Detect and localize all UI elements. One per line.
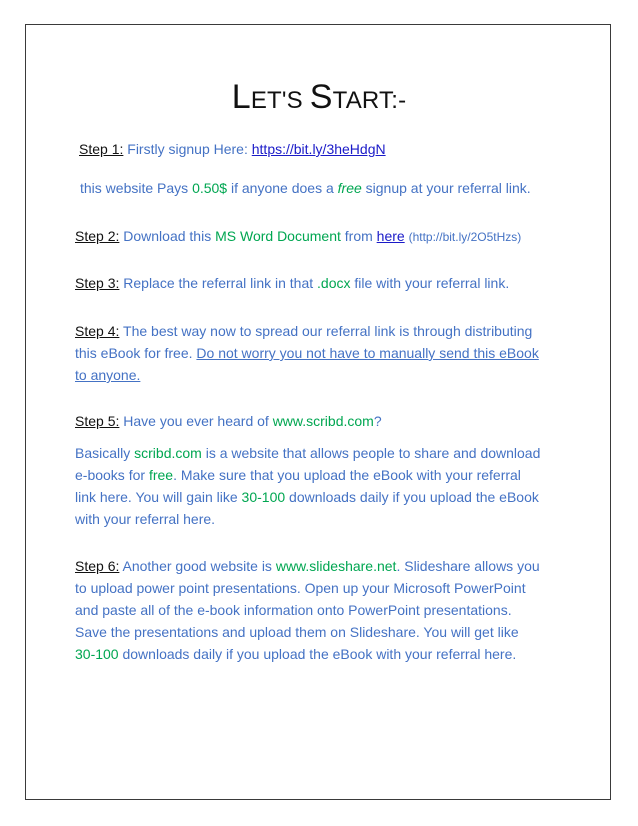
step2-doc: MS Word Document bbox=[215, 228, 341, 244]
step1-referral-link[interactable]: https://bit.ly/3heHdgN bbox=[251, 141, 386, 157]
step4-text-2a: this eBook for free. bbox=[75, 345, 197, 361]
step1-text: Firstly signup Here: bbox=[127, 141, 248, 157]
step5-line bbox=[75, 410, 382, 432]
step5-p1-site: scribd.com bbox=[134, 445, 202, 461]
step2-text-1: Download this bbox=[123, 228, 216, 244]
step6-line-5 bbox=[75, 643, 516, 665]
step4-text-2b: Do not worry you not have to manually send this eBook bbox=[196, 345, 539, 361]
step3-label: Step 3: bbox=[75, 275, 120, 291]
step6-line-1 bbox=[75, 555, 540, 577]
title-letter-s: S bbox=[309, 78, 333, 116]
step2-here-link[interactable]: here bbox=[376, 228, 405, 244]
step1-free: free bbox=[337, 180, 362, 196]
title-part-2: TART:- bbox=[332, 87, 407, 114]
page-title bbox=[0, 78, 638, 117]
step6-label: Step 6: bbox=[75, 558, 120, 574]
step6-site: www.slideshare.net bbox=[275, 558, 397, 574]
step5-para-line-1 bbox=[75, 442, 540, 464]
step6-text-1b: . Slideshare allows you bbox=[396, 558, 540, 574]
step1-pays-text-3: signup at your referral link. bbox=[361, 180, 531, 196]
step3-text-1: Replace the referral link in that bbox=[123, 275, 318, 291]
step6-line-2: to upload power point presentations. Open up your Microsoft PowerPoint bbox=[75, 580, 526, 596]
step6-num: 30-100 bbox=[75, 646, 119, 662]
step1-line bbox=[79, 138, 386, 160]
step5-p2-free: free bbox=[148, 467, 174, 483]
step1-amount: 0.50$ bbox=[192, 180, 228, 196]
step2-label: Step 2: bbox=[75, 228, 120, 244]
step1-pays-text-1: this website Pays bbox=[80, 180, 193, 196]
step3-ext: .docx bbox=[317, 275, 351, 291]
step4-line-1 bbox=[75, 320, 532, 342]
step4-line-3: to anyone. bbox=[75, 367, 141, 383]
step5-label: Step 5: bbox=[75, 413, 120, 429]
step1-label: Step 1: bbox=[79, 141, 124, 157]
step4-text-1: The best way now to spread our referral link is through distributing bbox=[123, 323, 533, 339]
step5-p1-a: Basically bbox=[75, 445, 135, 461]
title-letter-l: L bbox=[231, 78, 251, 116]
step5-p1-b: is a website that allows people to share and download bbox=[201, 445, 541, 461]
step5-p3-a: link here. You will gain like bbox=[75, 489, 242, 505]
title-part-1: ET'S bbox=[250, 87, 310, 114]
step6-line-4: Save the presentations and upload them on Slideshare. You will get like bbox=[75, 624, 519, 640]
step5-site: www.scribd.com bbox=[272, 413, 374, 429]
step4-line-2 bbox=[75, 342, 539, 364]
step6-line-3: and paste all of the e-book information onto PowerPoint presentations. bbox=[75, 602, 512, 618]
step6-text-5: downloads daily if you upload the eBook with your referral here. bbox=[118, 646, 517, 662]
step5-text-1: Have you ever heard of bbox=[123, 413, 273, 429]
step3-line bbox=[75, 272, 509, 294]
step2-line bbox=[75, 225, 521, 248]
step3-text-2: file with your referral link. bbox=[350, 275, 510, 291]
step4-label: Step 4: bbox=[75, 323, 120, 339]
step1-pays-line bbox=[80, 177, 531, 199]
step2-text-2: from bbox=[340, 228, 377, 244]
step5-p2-a: e-books for bbox=[75, 467, 149, 483]
step2-url: (http://bit.ly/2O5tHzs) bbox=[408, 230, 522, 244]
step5-para-line-2 bbox=[75, 464, 521, 486]
step5-p2-b: . Make sure that you upload the eBook with your referral bbox=[173, 467, 521, 483]
step5-para-line-4: with your referral here. bbox=[75, 511, 216, 527]
step5-para-line-3 bbox=[75, 486, 539, 508]
step6-text-1a: Another good website is bbox=[122, 558, 276, 574]
step5-p3-num: 30-100 bbox=[241, 489, 286, 505]
step1-pays-text-2: if anyone does a bbox=[227, 180, 338, 196]
step5-p3-b: downloads daily if you upload the eBook bbox=[285, 489, 539, 505]
step5-text-2: ? bbox=[373, 413, 382, 429]
